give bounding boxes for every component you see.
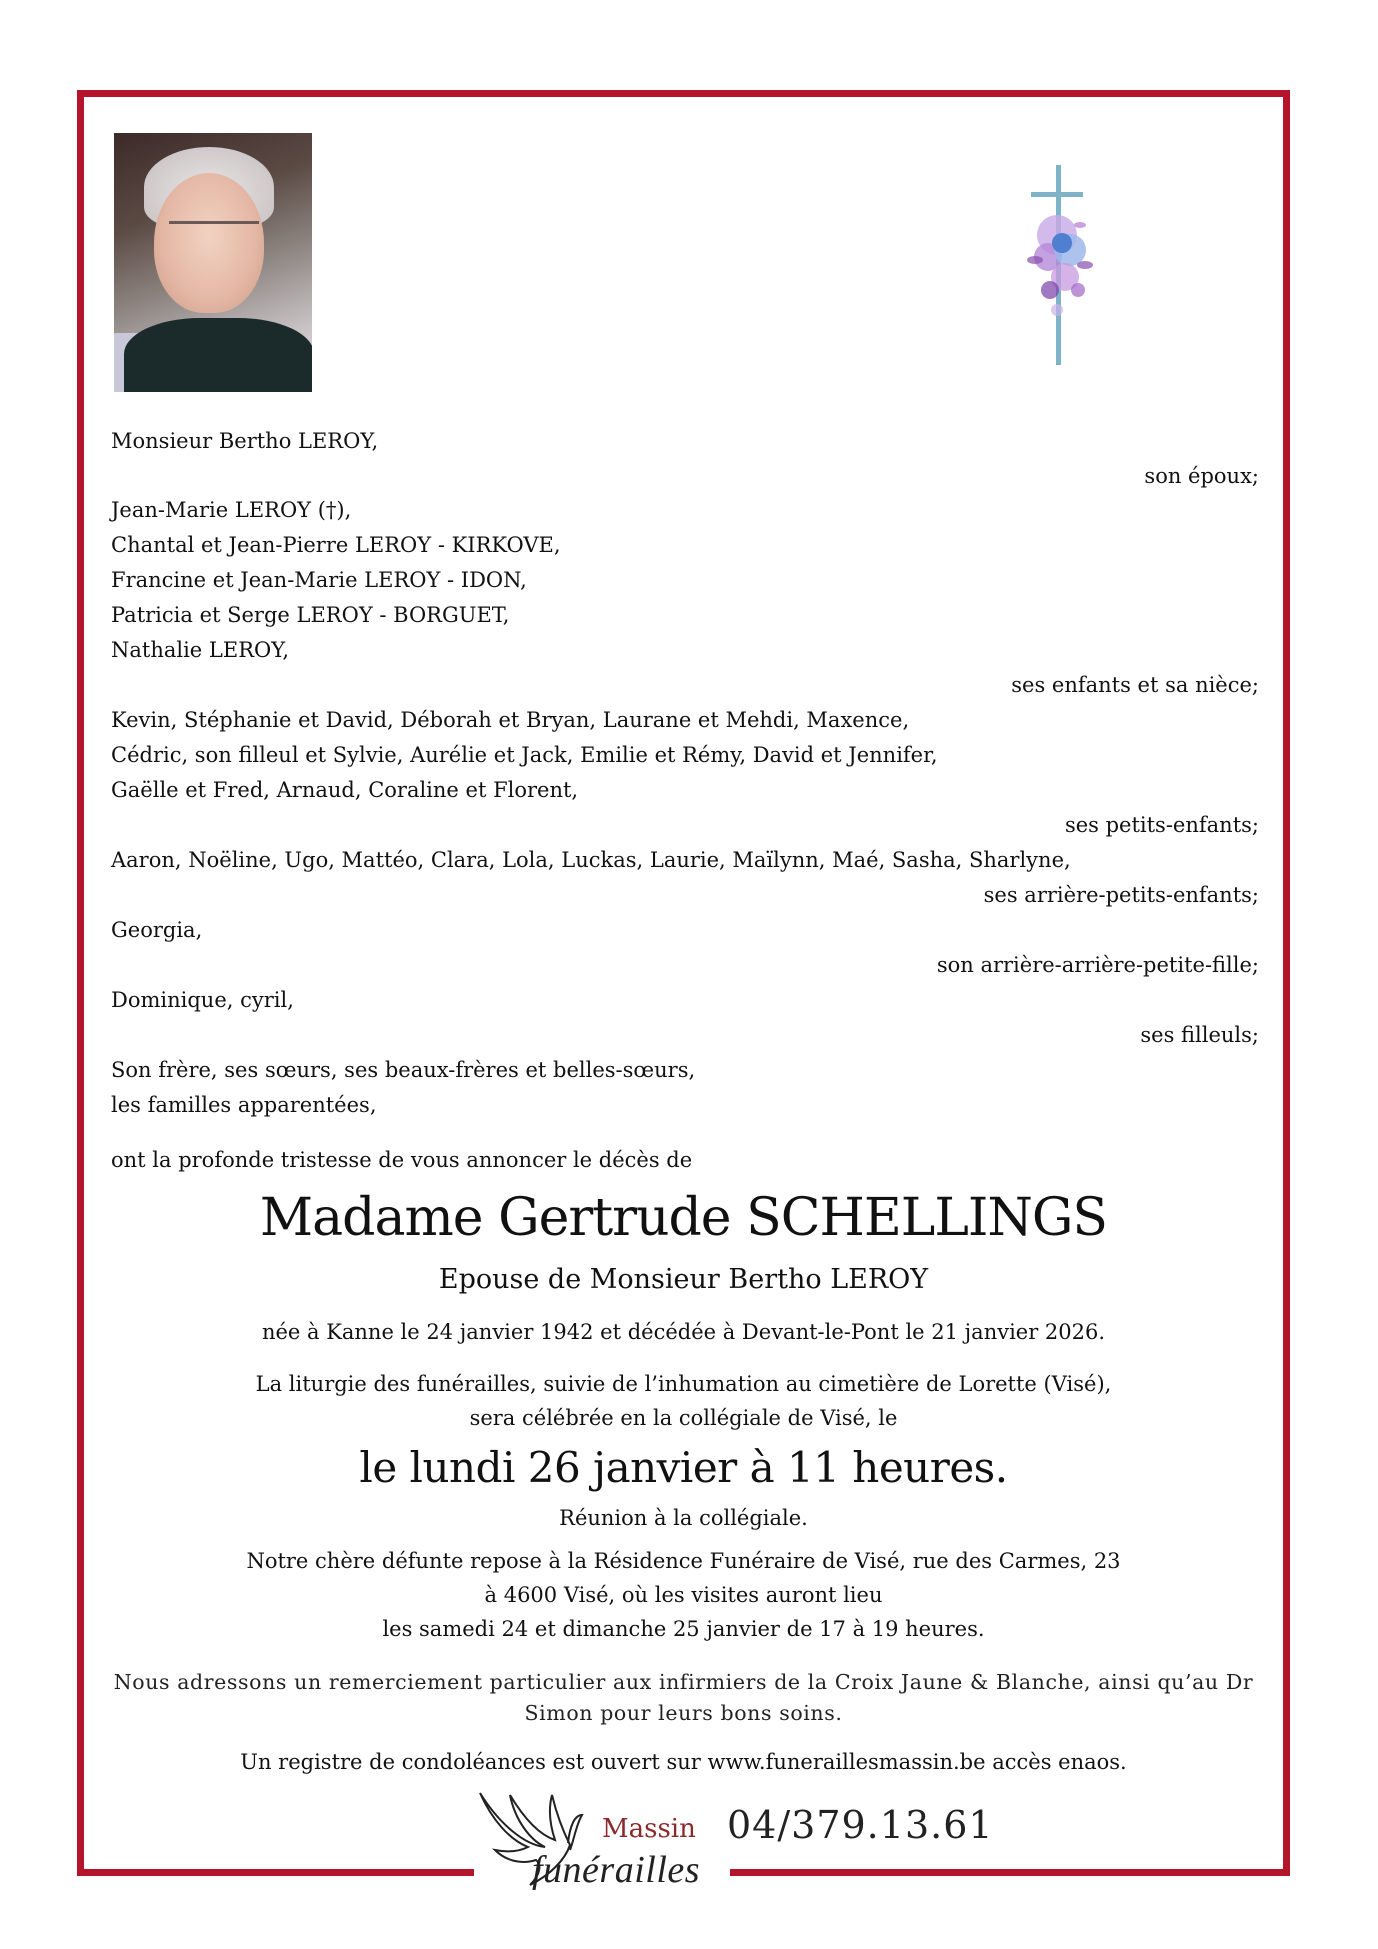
deceased-subtitle: Epouse de Monsieur Bertho LEROY — [438, 1264, 929, 1295]
ceremony-line-2: sera célébrée en la collégiale de Visé, le — [469, 1406, 898, 1430]
grandchildren-2: Cédric, son filleul et Sylvie, Aurélie et Jack, Emilie et Rémy, David et Jennifer, — [111, 743, 938, 767]
birth-death-dates: née à Kanne le 24 janvier 1942 et décédée à Devant-le-Pont le 21 janvier 2026. — [261, 1320, 1106, 1344]
deceased-name: Madame Gertrude SCHELLINGS — [259, 1188, 1108, 1248]
children-role: ses enfants et sa nièce; — [1011, 673, 1259, 697]
ceremony-date: le lundi 26 janvier à 11 heures. — [359, 1443, 1008, 1492]
child-1: Jean-Marie LEROY (†), — [111, 498, 352, 522]
brand-script: funérailles — [532, 1849, 701, 1891]
thanks-line-1: Nous adressons un remerciement particulier aux infirmiers de la Croix Jaune & Blanche, ainsi qu’au Dr — [113, 1670, 1254, 1694]
great-great-grandchild: Georgia, — [111, 918, 203, 942]
phone-number: 04/379.13.61 — [727, 1803, 994, 1847]
child-3: Francine et Jean-Marie LEROY - IDON, — [111, 568, 527, 592]
godchildren-role: ses filleuls; — [1140, 1023, 1259, 1047]
great-great-role: son arrière-arrière-petite-fille; — [936, 953, 1259, 977]
spouse-role: son époux; — [1144, 464, 1259, 488]
child-5: Nathalie LEROY, — [111, 638, 290, 662]
meeting-place: Réunion à la collégiale. — [559, 1506, 808, 1530]
announcement: ont la profonde tristesse de vous annoncer le décès de — [111, 1148, 693, 1172]
grandchildren-3: Gaëlle et Fred, Arnaud, Coraline et Florent, — [111, 778, 579, 802]
registry-notice: Un registre de condoléances est ouvert sur www.funeraillesmassin.be accès enaos. — [240, 1750, 1127, 1774]
portrait-photo — [114, 133, 312, 392]
child-4: Patricia et Serge LEROY - BORGUET, — [111, 603, 510, 627]
godchildren: Dominique, cyril, — [111, 988, 294, 1012]
ceremony-line-1: La liturgie des funérailles, suivie de l’inhumation au cimetière de Lorette (Visé), — [255, 1372, 1112, 1396]
spouse-name: Monsieur Bertho LEROY, — [111, 429, 379, 453]
floral-cross-icon — [1010, 165, 1110, 370]
visitation-line-3: les samedi 24 et dimanche 25 janvier de 17 à 19 heures. — [382, 1617, 985, 1641]
grandchildren-1: Kevin, Stéphanie et David, Déborah et Bryan, Laurane et Mehdi, Maxence, — [111, 708, 910, 732]
siblings-1: Son frère, ses sœurs, ses beaux-frères et belles-sœurs, — [111, 1058, 696, 1082]
great-grandchildren-role: ses arrière-petits-enfants; — [983, 883, 1259, 907]
visitation-line-1: Notre chère défunte repose à la Résidence Funéraire de Visé, rue des Carmes, 23 — [246, 1549, 1121, 1573]
brand-name: Massin — [602, 1814, 696, 1844]
child-2: Chantal et Jean-Pierre LEROY - KIRKOVE, — [111, 533, 561, 557]
siblings-2: les familles apparentées, — [111, 1093, 377, 1117]
grandchildren-role: ses petits-enfants; — [1064, 813, 1259, 837]
great-grandchildren: Aaron, Noëline, Ugo, Mattéo, Clara, Lola, Luckas, Laurie, Maïlynn, Maé, Sasha, Sharlyne, — [111, 848, 1071, 872]
thanks-line-2: Simon pour leurs bons soins. — [524, 1701, 843, 1725]
visitation-line-2: à 4600 Visé, où les visites auront lieu — [484, 1583, 883, 1607]
